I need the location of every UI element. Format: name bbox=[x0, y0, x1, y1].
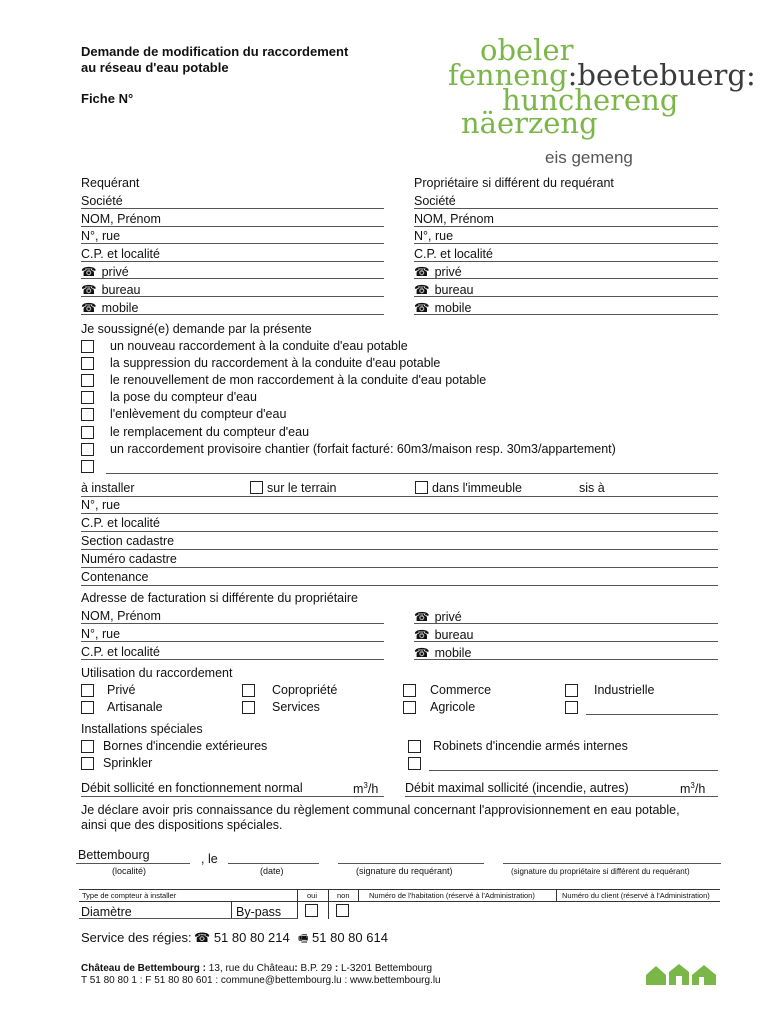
bypass-non-checkbox[interactable] bbox=[336, 904, 349, 917]
logo-line4: näerzeng bbox=[461, 106, 598, 140]
utilisation-checkbox[interactable] bbox=[242, 701, 255, 714]
installation-field-label: Contenance bbox=[81, 570, 149, 584]
non-label: non bbox=[337, 891, 350, 900]
type-compteur-label: Type de compteur à installer bbox=[82, 891, 177, 900]
declaration-line1: Je déclare avoir pris connaissance du règlement communal concernant l'approvisionnement en eau potable, bbox=[81, 803, 680, 817]
facturation-phone-label: ☎ mobile bbox=[414, 645, 471, 660]
fax-icon: 🖷 bbox=[298, 933, 309, 945]
utilisation-label: Industrielle bbox=[594, 683, 655, 697]
requerant-heading: Requérant bbox=[81, 176, 140, 190]
other-special-line[interactable] bbox=[429, 770, 718, 771]
bornes-checkbox[interactable] bbox=[81, 740, 94, 753]
demande-option-label: un nouveau raccordement à la conduite d'eau potable bbox=[110, 339, 408, 353]
requerant-field-line[interactable] bbox=[81, 226, 384, 227]
requerant-field-line[interactable] bbox=[81, 296, 384, 297]
other-request-line[interactable] bbox=[106, 473, 718, 474]
demande-intro: Je soussigné(e) demande par la présente bbox=[81, 322, 312, 336]
sis-a-label: sis à bbox=[579, 481, 605, 495]
demande-option-checkbox[interactable] bbox=[81, 443, 94, 456]
service-phone: ☎ 51 80 80 214 bbox=[194, 930, 290, 945]
demande-option-checkbox[interactable] bbox=[81, 426, 94, 439]
facturation-field-label: C.P. et localité bbox=[81, 645, 160, 659]
demande-option-label: la suppression du raccordement à la conduite d'eau potable bbox=[110, 356, 441, 371]
proprietaire-field-label: ☎ bureau bbox=[414, 282, 474, 297]
requerant-field-label: ☎ privé bbox=[81, 264, 129, 279]
proprietaire-field-label: N°, rue bbox=[414, 229, 454, 244]
debit-max-line[interactable] bbox=[405, 796, 718, 797]
logo-line1: obeler bbox=[480, 33, 574, 67]
sprinkler-label: Sprinkler bbox=[103, 756, 153, 770]
proprietaire-field-line[interactable] bbox=[414, 226, 718, 227]
facturation-phone-line[interactable] bbox=[414, 641, 718, 642]
debit-normal-unit: $m^3/h$ bbox=[353, 781, 379, 797]
proprietaire-field-label: C.P. et localité bbox=[414, 246, 493, 261]
installation-field-label: Numéro cadastre bbox=[81, 552, 177, 566]
demande-option-label: le remplacement du compteur d'eau bbox=[110, 424, 310, 439]
facturation-field-line[interactable] bbox=[81, 659, 384, 660]
sig-prop-label: (signature du propriétaire si différent du requérant) bbox=[511, 867, 690, 876]
facturation-phone-line[interactable] bbox=[414, 623, 718, 624]
service-fax: 🖷 51 80 80 614 bbox=[298, 930, 388, 945]
facturation-field-line[interactable] bbox=[81, 623, 384, 624]
demande-option-checkbox[interactable] bbox=[81, 357, 94, 370]
robinets-checkbox[interactable] bbox=[408, 740, 421, 753]
utilisation-label: Commerce bbox=[430, 683, 492, 697]
utilisation-checkbox[interactable] bbox=[403, 701, 416, 714]
bypass-label: By-pass bbox=[236, 905, 282, 919]
requerant-field-label: N°, rue bbox=[81, 229, 121, 244]
localite-value: Bettembourg bbox=[78, 848, 150, 862]
requerant-field-label: Société bbox=[81, 194, 123, 208]
dans-immeuble-checkbox[interactable] bbox=[415, 481, 428, 494]
demande-option-label: le renouvellement de mon raccordement à la conduite d'eau potable bbox=[110, 373, 487, 388]
phone-icon: ☎ bbox=[194, 930, 211, 945]
houses-logo-icon bbox=[646, 963, 718, 985]
installation-field-line[interactable] bbox=[81, 567, 718, 568]
localite-line[interactable] bbox=[76, 863, 190, 864]
demande-option-label: un raccordement provisoire chantier (forfait facturé: 60m3/maison resp. 30m3/appartement) bbox=[110, 441, 616, 456]
proprietaire-field-line[interactable] bbox=[414, 314, 718, 315]
proprietaire-field-line[interactable] bbox=[414, 208, 718, 209]
requerant-field-label: C.P. et localité bbox=[81, 246, 160, 261]
utilisation-checkbox[interactable] bbox=[403, 684, 416, 697]
installation-field-label: N°, rue bbox=[81, 498, 121, 512]
proprietaire-field-line[interactable] bbox=[414, 278, 718, 279]
demande-option-checkbox[interactable] bbox=[81, 408, 94, 421]
utilisation-label: Services bbox=[272, 700, 320, 714]
requerant-field-line[interactable] bbox=[81, 261, 384, 262]
sig-prop-line[interactable] bbox=[503, 863, 721, 864]
installation-field-label: Section cadastre bbox=[81, 534, 175, 548]
utilisation-other-line[interactable] bbox=[586, 714, 718, 715]
debit-max-unit: $m^3/h$ bbox=[680, 781, 706, 797]
dans-immeuble-label: dans l'immeuble bbox=[432, 481, 522, 495]
num-habitation-label: Numéro de l'habitation (réservé à l'Administration) bbox=[369, 891, 535, 900]
debit-normal-label: Débit sollicité en fonctionnement normal bbox=[81, 781, 303, 795]
demande-option-label: la pose du compteur d'eau bbox=[110, 390, 257, 405]
sprinkler-checkbox[interactable] bbox=[81, 757, 94, 770]
oui-label: oui bbox=[307, 891, 318, 900]
demande-option-label: l'enlèvement du compteur d'eau bbox=[110, 407, 287, 422]
demande-option-checkbox[interactable] bbox=[81, 374, 94, 387]
facturation-heading: Adresse de facturation si différente du propriétaire bbox=[81, 591, 359, 605]
form-title-line2: au réseau d'eau potable bbox=[81, 60, 229, 75]
utilisation-checkbox[interactable] bbox=[81, 701, 94, 714]
date-line[interactable] bbox=[228, 863, 319, 864]
sur-terrain-label: sur le terrain bbox=[267, 481, 337, 495]
service-label: Service des régies: bbox=[81, 930, 192, 945]
sur-terrain-checkbox[interactable] bbox=[250, 481, 263, 494]
proprietaire-field-line[interactable] bbox=[414, 243, 718, 244]
proprietaire-heading: Propriétaire si différent du requérant bbox=[414, 176, 614, 190]
sig-req-line[interactable] bbox=[338, 863, 484, 864]
a-installer-label: à installer bbox=[81, 481, 135, 495]
installation-field-line[interactable] bbox=[81, 585, 718, 586]
footer-address: Château de Bettembourg : 13, rue du Château: B.P. 29 : L-3201 Bettembourg bbox=[81, 963, 433, 974]
facturation-phone-label: ☎ bureau bbox=[414, 627, 474, 642]
demande-option-checkbox[interactable] bbox=[81, 340, 94, 353]
proprietaire-field-line[interactable] bbox=[414, 261, 718, 262]
proprietaire-field-label: ☎ mobile bbox=[414, 300, 471, 315]
debit-normal-line[interactable] bbox=[81, 796, 384, 797]
num-client-label: Numéro du client (réservé à l'Administration) bbox=[562, 891, 710, 900]
declaration-line2: ainsi que des dispositions spéciales. bbox=[81, 818, 283, 832]
requerant-field-line[interactable] bbox=[81, 243, 384, 244]
facturation-phone-line[interactable] bbox=[414, 659, 718, 660]
utilisation-label: Agricole bbox=[430, 700, 476, 714]
form-title-line1: Demande de modification du raccordement bbox=[81, 44, 349, 59]
facturation-field-line[interactable] bbox=[81, 641, 384, 642]
a-installer-line bbox=[81, 496, 718, 497]
bornes-label: Bornes d'incendie extérieures bbox=[103, 739, 268, 753]
utilisation-label: Copropriété bbox=[272, 683, 338, 697]
fiche-number-label: Fiche N° bbox=[81, 91, 134, 106]
debit-max-label: Débit maximal sollicité (incendie, autres) bbox=[405, 781, 629, 795]
installation-field-line[interactable] bbox=[81, 531, 718, 532]
installation-field-label: C.P. et localité bbox=[81, 516, 160, 530]
logo-line2: fenneng:beetebuerg: bbox=[448, 58, 756, 92]
bypass-oui-checkbox[interactable] bbox=[305, 904, 318, 917]
robinets-label: Robinets d'incendie armés internes bbox=[433, 739, 628, 753]
requerant-field-line[interactable] bbox=[81, 314, 384, 315]
speciales-heading: Installations spéciales bbox=[81, 722, 203, 736]
utilisation-other-checkbox[interactable] bbox=[565, 701, 578, 714]
utilisation-label: Artisanale bbox=[107, 700, 163, 714]
facturation-field-label: NOM, Prénom bbox=[81, 609, 161, 623]
requerant-field-line[interactable] bbox=[81, 208, 384, 209]
footer-contacts: T 51 80 80 1 : F 51 80 80 601 : commune@bettembourg.lu : www.bettembourg.lu bbox=[81, 975, 441, 986]
sig-req-label: (signature du requérant) bbox=[356, 866, 453, 876]
utilisation-checkbox[interactable] bbox=[242, 684, 255, 697]
requerant-field-label: NOM, Prénom bbox=[81, 211, 161, 226]
le-label: , le bbox=[201, 852, 218, 866]
date-label: (date) bbox=[260, 866, 284, 876]
facturation-phone-label: ☎ privé bbox=[414, 609, 462, 624]
logo-line3: hunchereng bbox=[502, 83, 679, 117]
utilisation-checkbox[interactable] bbox=[81, 684, 94, 697]
other-request-checkbox[interactable] bbox=[81, 460, 94, 473]
requerant-field-line[interactable] bbox=[81, 278, 384, 279]
requerant-field-label: ☎ mobile bbox=[81, 300, 138, 315]
proprietaire-field-label: ☎ privé bbox=[414, 264, 462, 279]
other-special-checkbox[interactable] bbox=[408, 757, 421, 770]
proprietaire-field-label: NOM, Prénom bbox=[414, 211, 494, 226]
utilisation-checkbox[interactable] bbox=[565, 684, 578, 697]
logo-tagline: eis gemeng bbox=[545, 148, 633, 167]
diametre-label: Diamètre bbox=[81, 905, 132, 919]
facturation-field-label: N°, rue bbox=[81, 627, 121, 641]
installation-field-line[interactable] bbox=[81, 549, 718, 550]
utilisation-heading: Utilisation du raccordement bbox=[81, 666, 233, 680]
proprietaire-field-line[interactable] bbox=[414, 296, 718, 297]
demande-option-checkbox[interactable] bbox=[81, 391, 94, 404]
localite-label: (localité) bbox=[112, 866, 147, 876]
proprietaire-field-label: Société bbox=[414, 194, 456, 208]
requerant-field-label: ☎ bureau bbox=[81, 282, 141, 297]
utilisation-label: Privé bbox=[107, 683, 136, 697]
installation-field-line[interactable] bbox=[81, 513, 718, 514]
